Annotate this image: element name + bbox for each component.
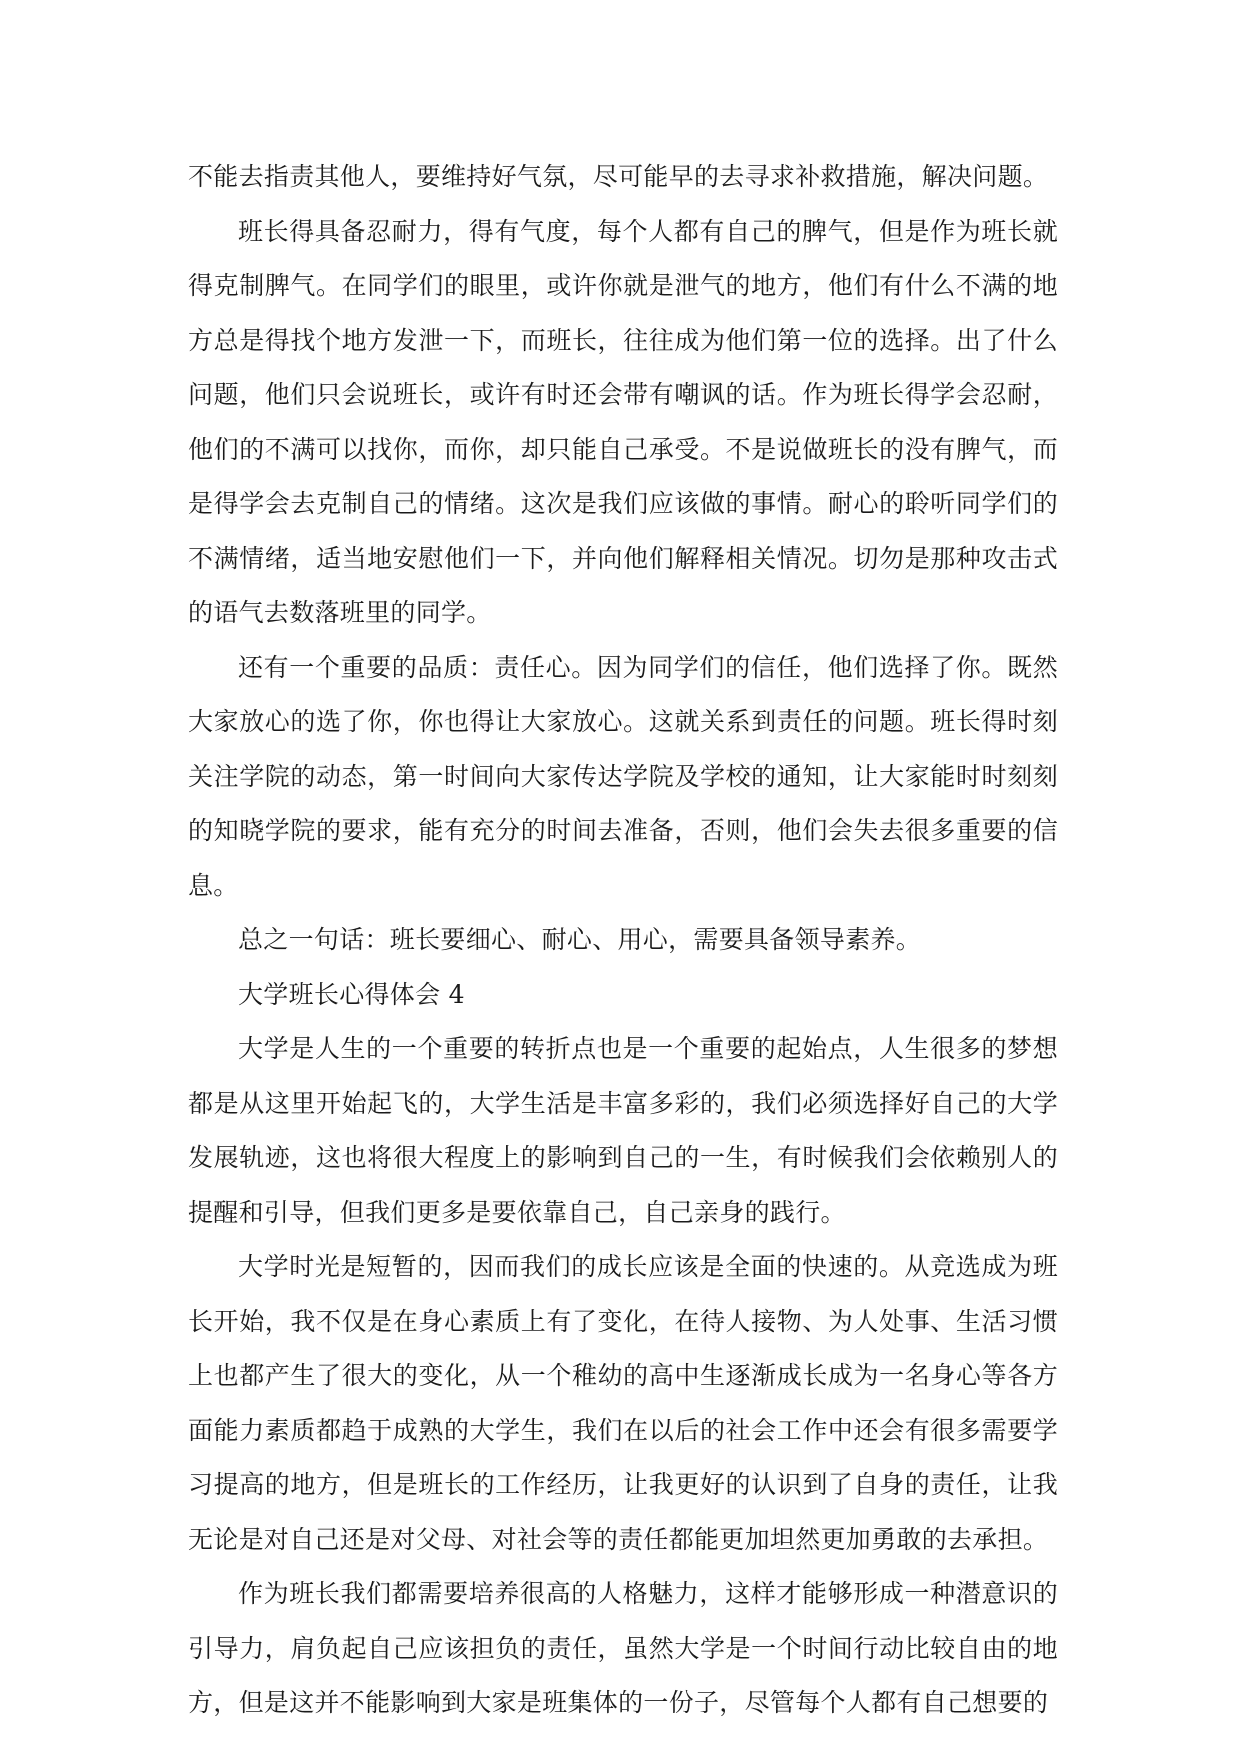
paragraph-2: 班长得具备忍耐力，得有气度，每个人都有自己的脾气，但是作为班长就得克制脾气。在同学们的眼里，或许你就是泄气的地方，他们有什么不满的地方总是得找个地方发泄一下，而班长，往往成为他们第一位的选择。出了什么问题，他们只会说班长，或许有时还会带有嘲讽的话。作为班长得学会忍耐，他们的不满可以找你，而你，却只能自己承受。不是说做班长的没有脾气，而是得学会去克制自己的情绪。这次是我们应该做的事情。耐心的聆听同学们的不满情绪，适当地安慰他们一下，并向他们解释相关情况。切勿是那种攻击式的语气去数落班里的同学。 [188,216,1058,627]
paragraph-7: 作为班长我们都需要培养很高的人格魅力，这样才能够形成一种潜意识的引导力，肩负起自己应该担负的责任，虽然大学是一个时间行动比较自由的地方，但是这并不能影响到大家是班集体的一份子，尽管每个人都有自己想要的 [188,1579,1058,1717]
paragraph-1: 不能去指责其他人，要维持好气氛，尽可能早的去寻求补救措施，解决问题。 [188,162,1049,191]
paragraph-4: 总之一句话：班长要细心、耐心、用心，需要具备领导素养。 [238,925,922,954]
section-heading: 大学班长心得体会 4 [238,979,465,1009]
paragraph-3: 还有一个重要的品质：责任心。因为同学们的信任，他们选择了你。既然大家放心的选了你，你也得让大家放心。这就关系到责任的问题。班长得时刻关注学院的动态，第一时间向大家传达学院及学校的通知，让大家能时时刻刻的知晓学院的要求，能有充分的时间去准备，否则，他们会失去很多重要的信息。 [188,652,1058,900]
paragraph-6: 大学时光是短暂的，因而我们的成长应该是全面的快速的。从竞选成为班长开始，我不仅是在身心素质上有了变化，在待人接物、为人处事、生活习惯上也都产生了很大的变化，从一个稚幼的高中生逐渐成长成为一名身心等各方面能力素质都趋于成熟的大学生，我们在以后的社会工作中还会有很多需要学习提高的地方，但是班长的工作经历，让我更好的认识到了自身的责任，让我无论是对自己还是对父母、对社会等的责任都能更加坦然更加勇敢的去承担。 [188,1252,1058,1554]
document-body [188,150,1058,1731]
paragraph-5: 大学是人生的一个重要的转折点也是一个重要的起始点，人生很多的梦想都是从这里开始起飞的，大学生活是丰富多彩的，我们必须选择好自己的大学发展轨迹，这也将很大程度上的影响到自己的一生，有时候我们会依赖别人的提醒和引导，但我们更多是要依靠自己，自己亲身的践行。 [188,1034,1058,1227]
